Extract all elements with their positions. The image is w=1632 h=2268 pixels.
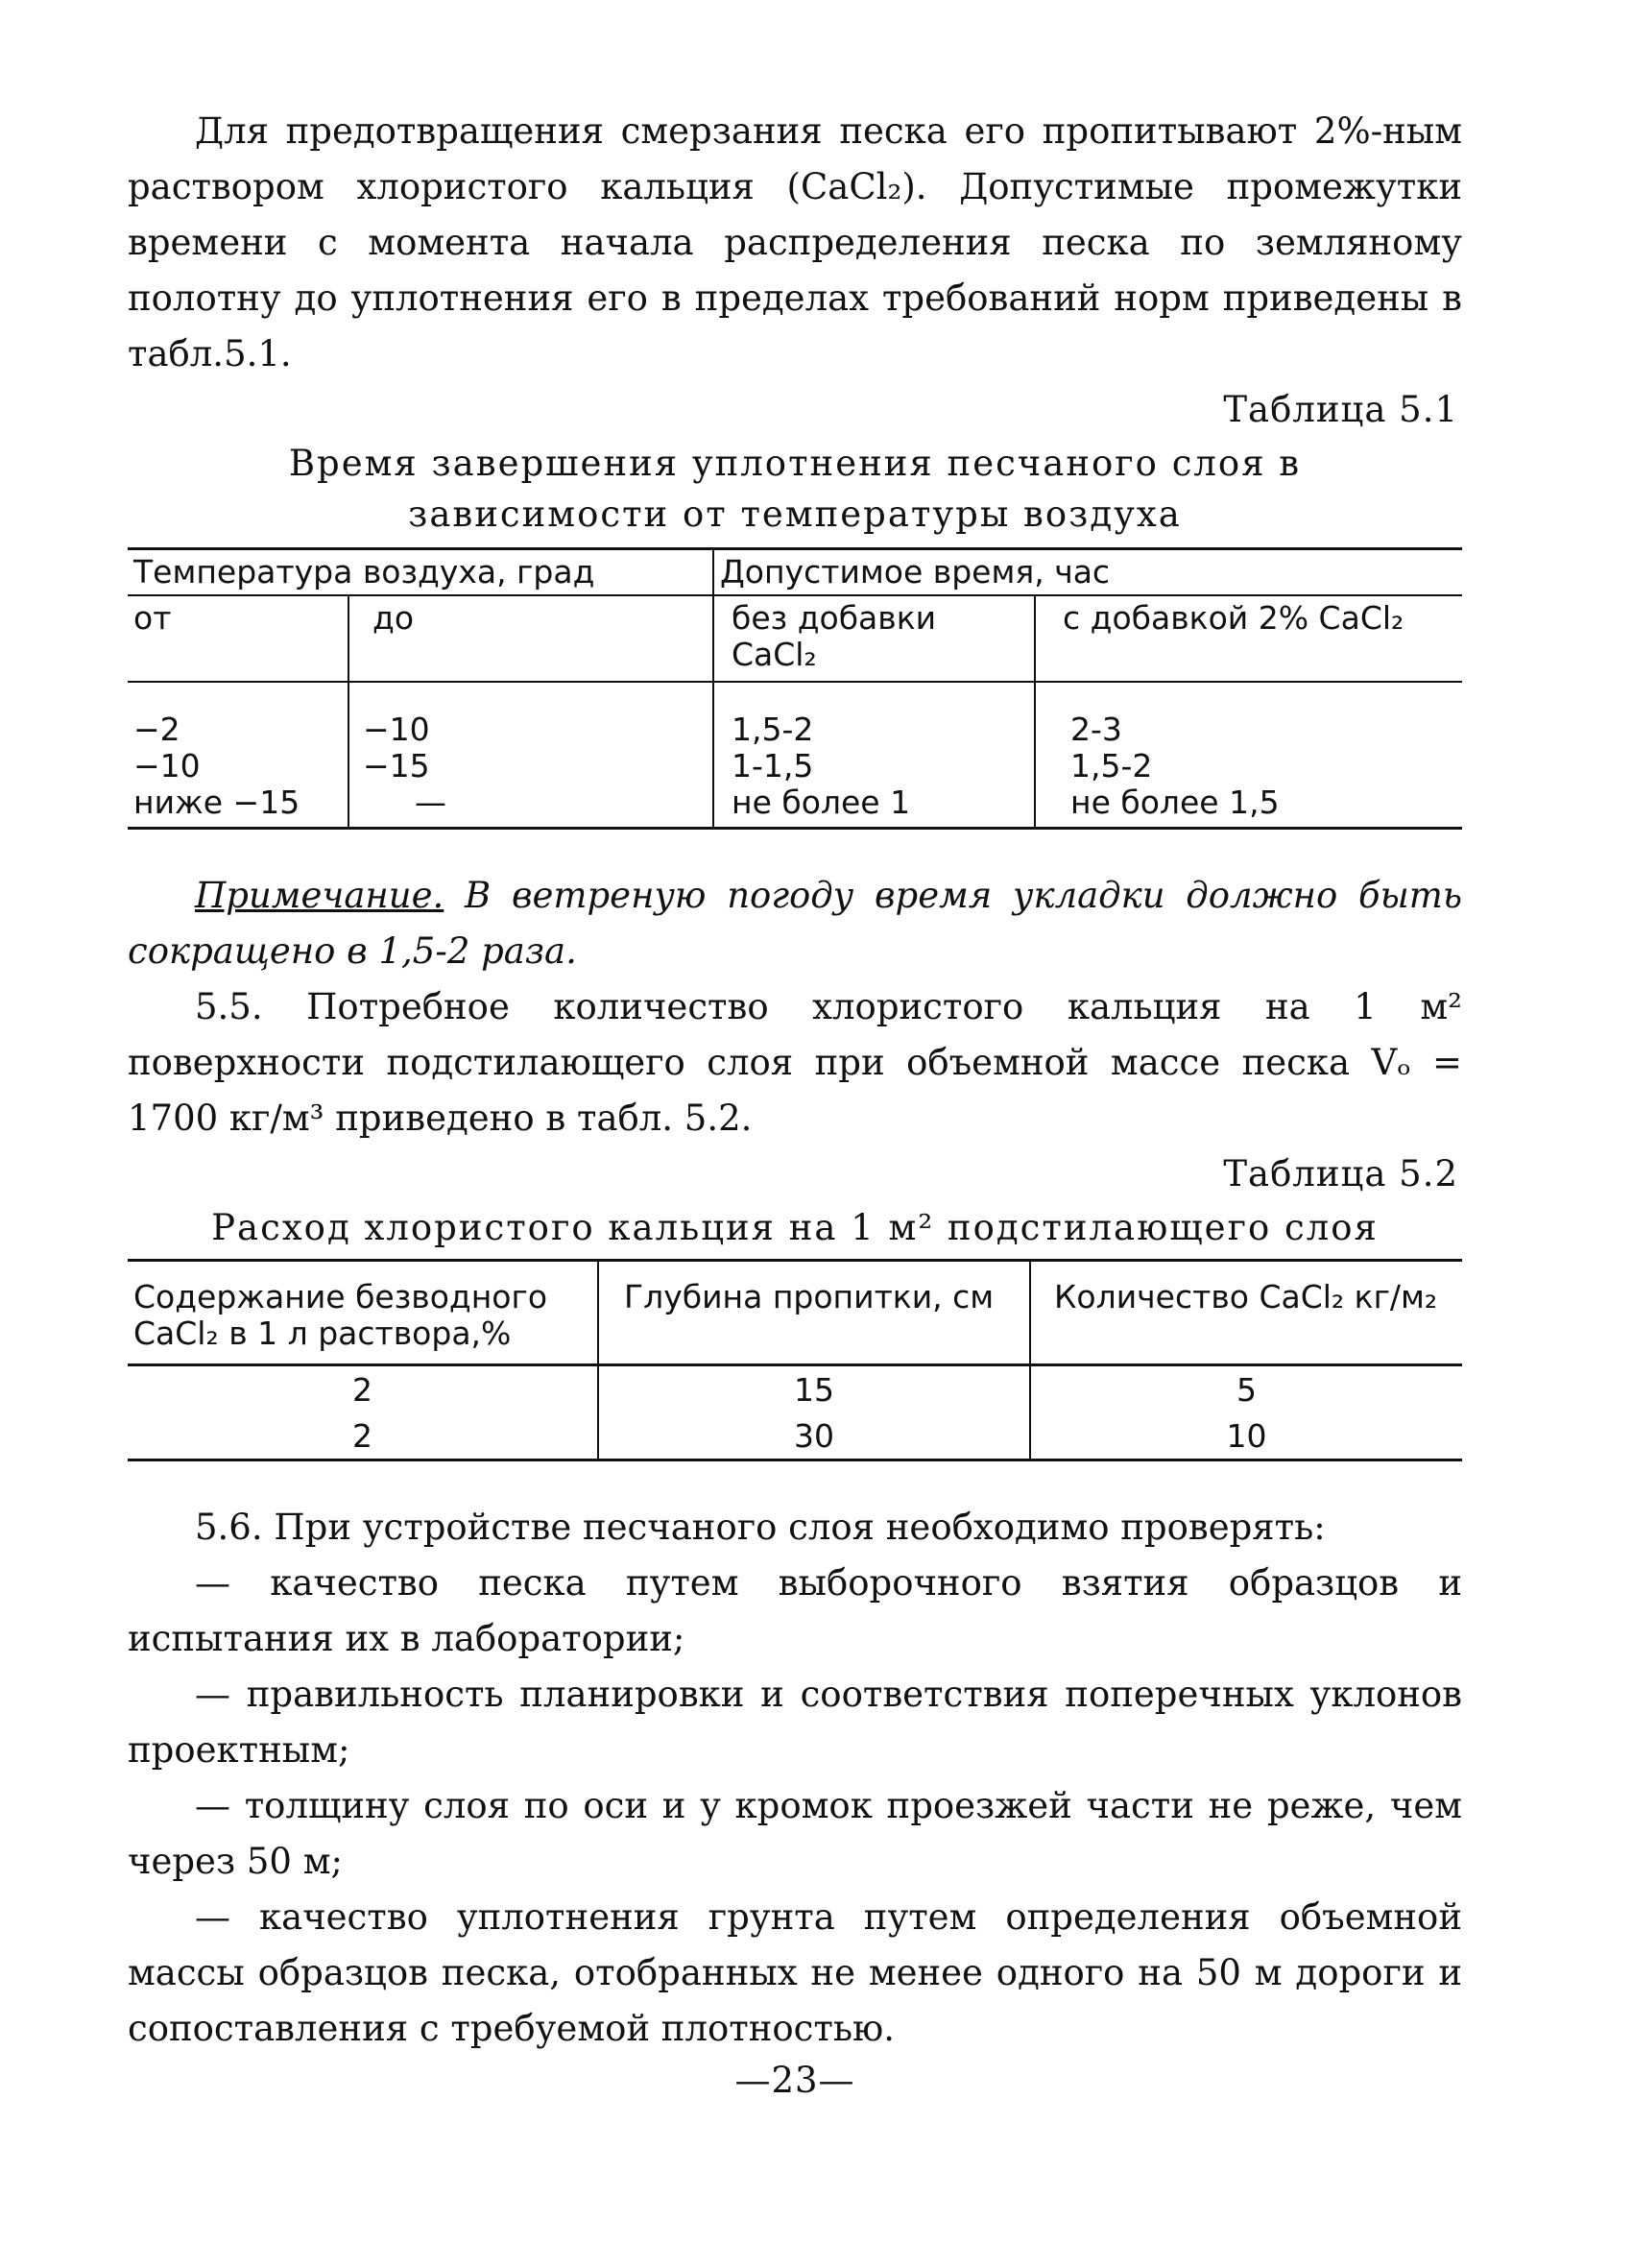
note-paragraph xyxy=(128,868,1462,979)
table-cell: 1,5-2 xyxy=(732,711,814,748)
table-cell: 15 xyxy=(598,1365,1030,1413)
section-5-6 xyxy=(128,1500,1462,2057)
page-number: —23— xyxy=(734,2060,855,2101)
subheader-to: до xyxy=(348,595,713,682)
table-cell: 2 xyxy=(128,1412,598,1460)
table-cell: — xyxy=(415,784,446,821)
table-5-1 xyxy=(128,547,1462,830)
subheader-with-additive: с добавкой 2% CaCl₂ xyxy=(1035,595,1462,682)
column-from xyxy=(128,682,348,829)
intro-paragraph: Для предотвращения смерзания песка его пропитывают 2%-ным раствором хлористого кальция (CaCl₂). Допустимые промежутки времени с момента начала распределения песка по земляному полотну до уплотнения его в пределах требований норм приведены в табл.5.1. xyxy=(128,110,1462,374)
header-allowed-time: Допустимое время, час xyxy=(713,549,1462,596)
column-without-additive xyxy=(713,682,1035,829)
table-cell: не более 1 xyxy=(732,784,911,821)
header-cacl2-content: Содержание безводного CaCl₂ в 1 л раствора,% xyxy=(128,1261,598,1365)
note-label: Примечание. xyxy=(195,875,444,916)
table-cell: −10 xyxy=(133,747,201,784)
table-cell: −2 xyxy=(133,711,180,748)
table-cell: 1,5-2 xyxy=(1070,747,1153,784)
subheader-without-additive: без добавки CaCl₂ xyxy=(713,595,1035,682)
table-cell: 2-3 xyxy=(1070,711,1122,748)
checklist-item: — толщину слоя по оси и у кромок проезжей части не реже, чем через 50 м; xyxy=(128,1785,1462,1882)
note-text: В ветреную погоду время укладки должно быть сокращено в 1,5-2 раза. xyxy=(128,875,1462,972)
table-cell: 2 xyxy=(352,1371,372,1409)
table-5-2-title: Расход хлористого кальция на 1 м² подстилающего слоя xyxy=(211,1207,1379,1248)
table-5-1-label: Таблица 5.1 xyxy=(1223,389,1458,430)
column-to xyxy=(348,682,713,829)
table-cell: 30 xyxy=(598,1412,1030,1460)
table-cell: 10 xyxy=(1030,1412,1462,1460)
table-5-2 xyxy=(128,1259,1462,1461)
header-impregnation-depth: Глубина пропитки, см xyxy=(598,1261,1030,1365)
checklist-item: — правильность планировки и соответствия поперечных уклонов проектным; xyxy=(128,1674,1462,1771)
document-page xyxy=(128,104,1462,2105)
table-cell: ниже −15 xyxy=(133,784,300,821)
section-5-5-paragraph: 5.5. Потребное количество хлористого кальция на 1 м² поверхности подстилающего слоя при объемной массе песка Vₒ = 1700 кг/м³ приведено в табл. 5.2. xyxy=(128,986,1462,1139)
table-cell: 5 xyxy=(1030,1365,1462,1413)
section-5-6-intro: 5.6. При устройстве песчаного слоя необходимо проверять: xyxy=(195,1507,1326,1548)
column-with-additive xyxy=(1035,682,1462,829)
header-air-temperature: Температура воздуха, град xyxy=(128,549,713,596)
table-cell: не более 1,5 xyxy=(1070,784,1280,821)
checklist-item: — качество песка путем выборочного взятия образцов и испытания их в лаборатории; xyxy=(128,1562,1462,1659)
header-cacl2-amount: Количество CaCl₂ кг/м₂ xyxy=(1030,1261,1462,1365)
table-5-1-title: Время завершения уплотнения песчаного слоя в зависимости от температуры воздуха xyxy=(288,443,1302,535)
table-cell: −15 xyxy=(363,747,430,784)
table-cell: −10 xyxy=(363,711,430,748)
subheader-from: от xyxy=(128,595,348,682)
table-cell: 1-1,5 xyxy=(732,747,814,784)
table-5-2-label: Таблица 5.2 xyxy=(1223,1153,1458,1194)
checklist-item: — качество уплотнения грунта путем определения объемной массы образцов песка, отобранных не менее одного на 50 м дороги и сопоставления с требуемой плотностью. xyxy=(128,1896,1462,2049)
